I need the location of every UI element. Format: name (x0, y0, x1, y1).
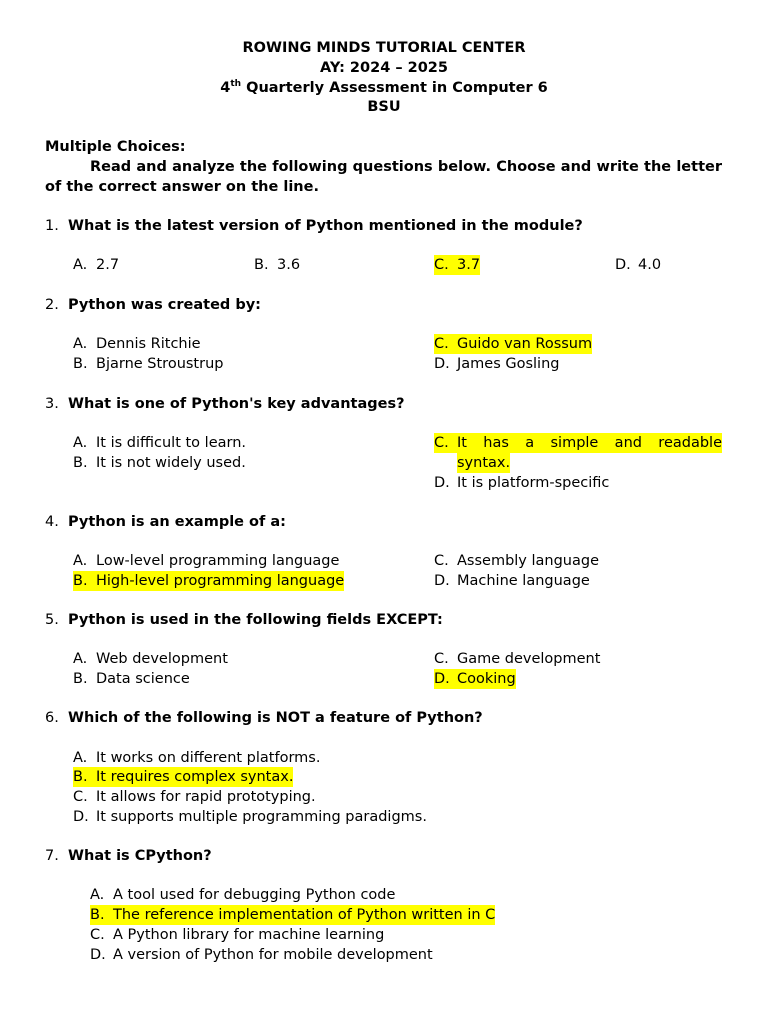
question-5-text: Python is used in the following fields EXCEPT: (68, 612, 443, 628)
q4-option-a: A. Low-level programming language (73, 553, 340, 569)
q7-option-c: C. A Python library for machine learning (90, 927, 385, 943)
q6-option-d: D. It supports multiple programming paradigms. (73, 809, 427, 825)
school-name: ROWING MINDS TUTORIAL CENTER (242, 40, 526, 56)
academic-year: AY: 2024 – 2025 (320, 60, 448, 76)
q6-option-a: A. It works on different platforms. (73, 750, 321, 766)
question-5: 5. (45, 612, 59, 628)
q1-option-b: B. 3.6 (254, 257, 301, 273)
q3-option-c-line2: syntax. (457, 455, 511, 471)
q6-option-c: C. It allows for rapid prototyping. (73, 789, 316, 805)
q2-option-c: C. Guido van Rossum (434, 336, 593, 352)
question-1: 1. (45, 218, 59, 234)
q6-option-b: B. It requires complex syntax. (73, 769, 294, 785)
instructions-text: Read and analyze the following questions below. Choose and write the letter of the correct answer on the line. (45, 159, 722, 195)
question-3-text: What is one of Python's key advantages? (68, 396, 405, 412)
question-2-text: Python was created by: (68, 297, 261, 313)
q1-option-d: D. 4.0 (615, 257, 662, 273)
q7-option-a: A. A tool used for debugging Python code (90, 887, 396, 903)
q5-option-a: A. Web development (73, 651, 228, 667)
q3-option-d: D. It is platform-specific (434, 475, 610, 491)
question-2: 2. (45, 297, 59, 313)
question-3: 3. (45, 396, 59, 412)
q2-option-a: A. Dennis Ritchie (73, 336, 201, 352)
question-1-text: What is the latest version of Python mentioned in the module? (68, 218, 583, 234)
q4-option-d: D. Machine language (434, 573, 590, 589)
q2-option-b: B. Bjarne Stroustrup (73, 356, 224, 372)
q2-option-d: D. James Gosling (434, 356, 560, 372)
q4-option-b: B. High-level programming language (73, 573, 345, 589)
question-4-text: Python is an example of a: (68, 514, 286, 530)
q3-option-b: B. It is not widely used. (73, 455, 246, 471)
q1-option-a: A. 2.7 (73, 257, 120, 273)
question-4: 4. (45, 514, 59, 530)
assessment-title: 4th Quarterly Assessment in Computer 6 (220, 79, 548, 96)
q5-option-b: B. Data science (73, 671, 190, 687)
section-name: BSU (367, 99, 401, 115)
q5-option-c: C. Game development (434, 651, 601, 667)
question-7-text: What is CPython? (68, 848, 212, 864)
q3-option-c: C. It has a simple and readable (434, 435, 722, 451)
q5-option-d: D. Cooking (434, 671, 516, 687)
q7-option-b: B. The reference implementation of Python written in C (90, 907, 496, 923)
q1-option-c: C. 3.7 (434, 257, 481, 273)
question-6-text: Which of the following is NOT a feature of Python? (68, 710, 483, 726)
question-6: 6. (45, 710, 59, 726)
q3-option-a: A. It is difficult to learn. (73, 435, 247, 451)
question-7: 7. (45, 848, 59, 864)
q7-option-d: D. A version of Python for mobile development (90, 947, 433, 963)
q4-option-c: C. Assembly language (434, 553, 600, 569)
instructions-heading: Multiple Choices: (45, 139, 186, 155)
